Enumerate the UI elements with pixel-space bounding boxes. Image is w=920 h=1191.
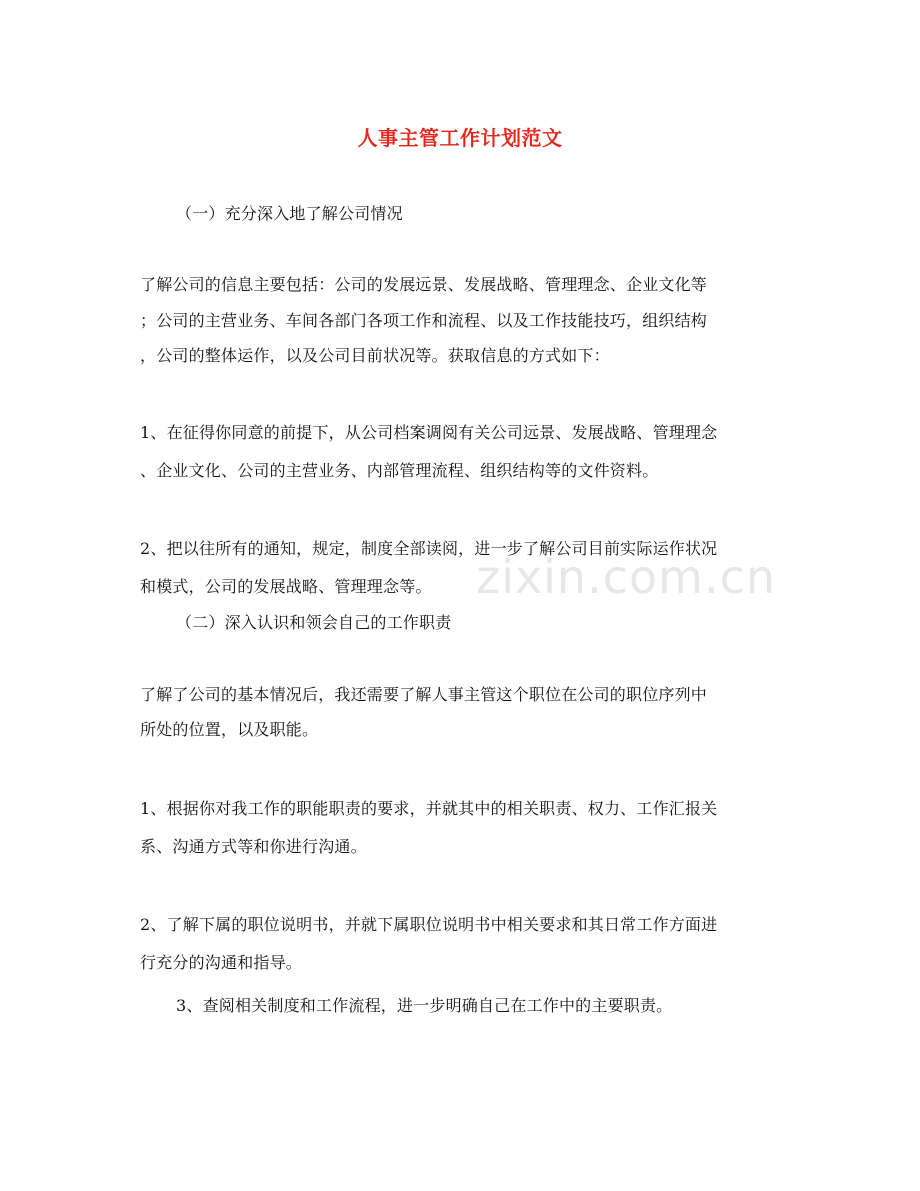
section-heading-1: （一）充分深入地了解公司情况	[176, 204, 403, 223]
paragraph-line: 行充分的沟通和指导。	[140, 953, 303, 972]
paragraph-line: 和模式，公司的发展战略、管理理念等。	[140, 577, 432, 596]
paragraph-line: 1、在征得你同意的前提下，从公司档案调阅有关公司远景、发展战略、管理理念	[140, 423, 718, 442]
paragraph-line: 系、沟通方式等和你进行沟通。	[140, 837, 367, 856]
watermark: zixin.com.cn	[476, 550, 777, 604]
paragraph-line: ；公司的主营业务、车间各部门各项工作和流程、以及工作技能技巧，组织结构	[140, 311, 708, 330]
paragraph-line: 了解公司的信息主要包括：公司的发展远景、发展战略、管理理念、企业文化等	[140, 275, 708, 294]
paragraph-line: 2、把以往所有的通知，规定，制度全部读阅，进一步了解公司目前实际运作状况	[140, 539, 718, 558]
section-heading-2: （二）深入认识和领会自己的工作职责	[176, 613, 452, 632]
paragraph-line: 、企业文化、公司的主营业务、内部管理流程、组织结构等的文件资料。	[140, 461, 659, 480]
paragraph-line: ，公司的整体运作，以及公司目前状况等。获取信息的方式如下：	[140, 346, 610, 365]
paragraph-line: 3、查阅相关制度和工作流程，进一步明确自己在工作中的主要职责。	[176, 996, 673, 1015]
paragraph-line: 了解了公司的基本情况后，我还需要了解人事主管这个职位在公司的职位序列中	[140, 685, 708, 704]
paragraph-line: 所处的位置，以及职能。	[140, 720, 319, 739]
paragraph-line: 2、了解下属的职位说明书，并就下属职位说明书中相关要求和其日常工作方面进	[140, 915, 718, 934]
paragraph-line: 1、根据你对我工作的职能职责的要求，并就其中的相关职责、权力、工作汇报关	[140, 799, 718, 818]
document-title: 人事主管工作计划范文	[357, 126, 563, 150]
